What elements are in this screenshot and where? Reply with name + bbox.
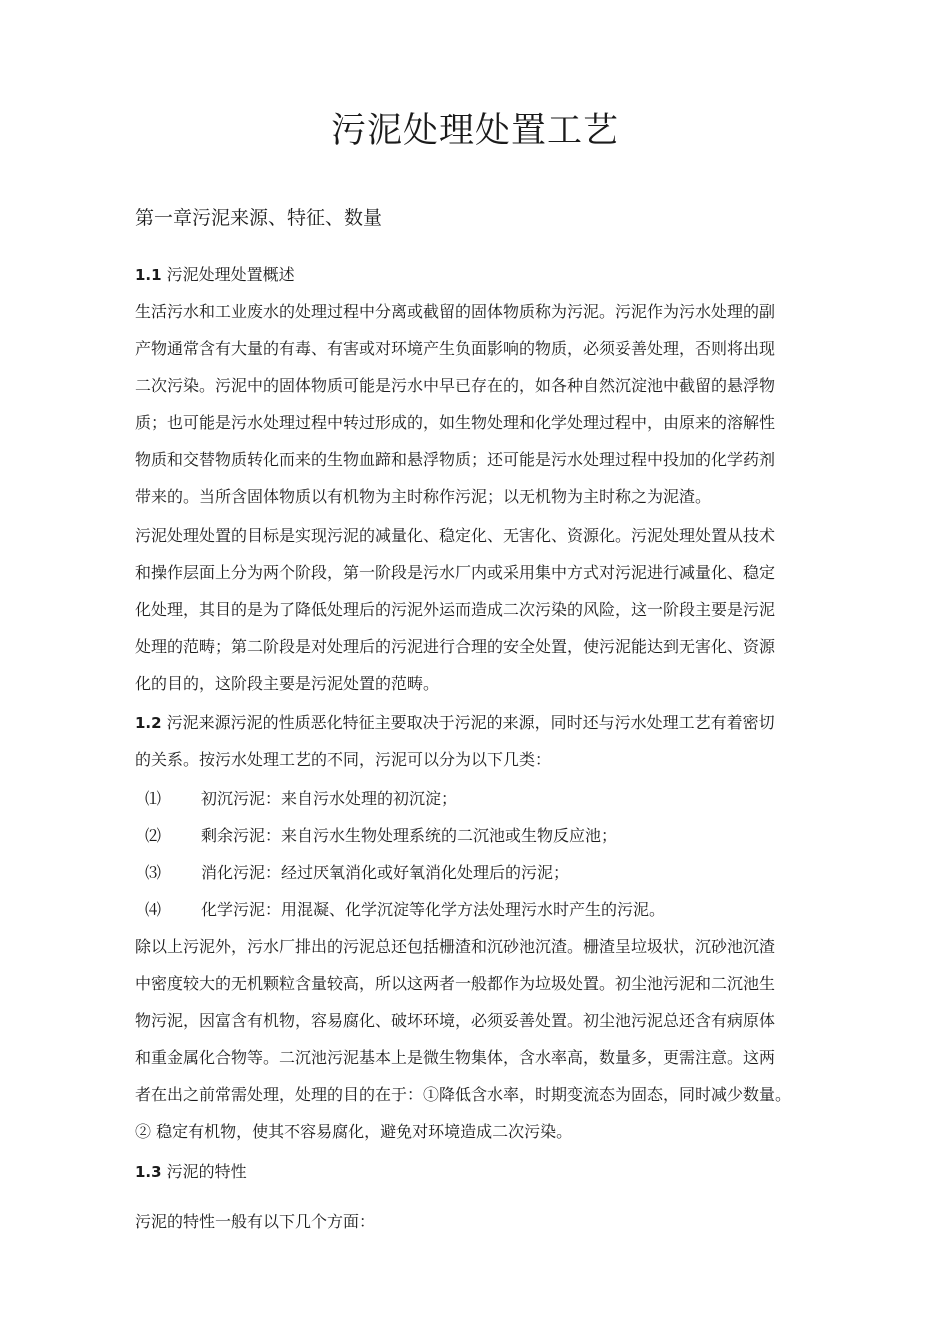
section-title: 污泥处理处置概述 <box>166 265 295 284</box>
text-line: 化处理，其目的是为了降低处理后的污泥外运而造成二次污染的风险，这一阶段主要是污泥 <box>135 600 776 619</box>
paragraph-characteristics <box>135 1203 825 1240</box>
text-line: 质；也可能是污水处理过程中转过形成的，如生物处理和化学处理过程中，由原来的溶解性 <box>135 413 776 432</box>
list-marker: ⑷ <box>145 900 162 919</box>
text-line: 化的目的，这阶段主要是污泥处置的范畴。 <box>135 674 440 693</box>
text-line: 和重金属化合物等。二沉池污泥基本上是微生物集体，含水率高，数量多，更需注意。这两 <box>135 1048 776 1067</box>
section-number: 1.2 <box>135 714 162 732</box>
section-number: 1.1 <box>135 266 162 284</box>
text-line: ② 稳定有机物，使其不容易腐化，避免对环境造成二次污染。 <box>135 1122 573 1141</box>
section-1-1-heading <box>135 256 825 293</box>
list-marker: ⑴ <box>145 789 162 808</box>
text-line: 者在出之前常需处理，处理的目的在于：①降低含水率，时期变流态为固态，同时减少数量。 <box>135 1085 792 1104</box>
text-line: 生活污水和工业废水的处理过程中分离或截留的固体物质称为污泥。污泥作为污水处理的副 <box>135 302 776 321</box>
text-line: 物质和交替物质转化而来的生物血蹄和悬浮物质；还可能是污水处理过程中投加的化学药剂 <box>135 450 776 469</box>
text-line: 处理的范畴；第二阶段是对处理后的污泥进行合理的安全处置，使污泥能达到无害化、资源 <box>135 637 776 656</box>
section-1-2 <box>135 704 825 778</box>
list-text: 化学污泥：用混凝、化学沉淀等化学方法处理污水时产生的污泥。 <box>201 900 666 919</box>
list-item <box>145 817 617 854</box>
chapter-heading: 第一章污泥来源、特征、数量 <box>135 207 383 229</box>
section-1-3-heading <box>135 1153 825 1190</box>
text-line: 物污泥，因富含有机物，容易腐化、破坏环境，必须妥善处置。初尘池污泥总还含有病原体 <box>135 1011 776 1030</box>
text-line: 除以上污泥外，污水厂排出的污泥总还包括栅渣和沉砂池沉渣。栅渣呈垃圾状，沉砂池沉渣 <box>135 937 776 956</box>
text-line: 和操作层面上分为两个阶段，第一阶段是污水厂内或采用集中方式对污泥进行减量化、稳定 <box>135 563 776 582</box>
list-text: 初沉污泥：来自污水处理的初沉淀； <box>201 789 458 808</box>
paragraph-other-sludge <box>135 928 835 1150</box>
list-marker: ⑵ <box>145 826 162 845</box>
document-title: 污泥处理处置工艺 <box>330 111 619 151</box>
text-line: 带来的。当所含固体物质以有机物为主时称作污泥；以无机物为主时称之为泥渣。 <box>135 487 712 506</box>
paragraph-overview <box>135 293 825 515</box>
text-line: 中密度较大的无机颗粒含量较高，所以这两者一般都作为垃圾处置。初尘池污泥和二沉池生 <box>135 974 776 993</box>
list-text: 剩余污泥：来自污水生物处理系统的二沉池或生物反应池； <box>201 826 618 845</box>
text-line: 污泥的特性一般有以下几个方面： <box>135 1212 376 1231</box>
section-title: 污泥的特性 <box>166 1162 247 1181</box>
list-text: 消化污泥：经过厌氧消化或好氧消化处理后的污泥； <box>201 863 570 882</box>
text-line: 产物通常含有大量的有毒、有害或对环境产生负面影响的物质，必须妥善处理，否则将出现 <box>135 339 776 358</box>
list-item <box>145 780 457 817</box>
section-number: 1.3 <box>135 1163 162 1181</box>
list-item <box>145 891 665 928</box>
list-item <box>145 854 569 891</box>
list-marker: ⑶ <box>145 863 162 882</box>
section-title: 污泥来源污泥的性质恶化特征主要取决于污泥的来源，同时还与污水处理工艺有着密切 <box>166 713 775 732</box>
text-line: 的关系。按污水处理工艺的不同，污泥可以分为以下几类： <box>135 750 552 769</box>
paragraph-goals <box>135 517 825 702</box>
text-line: 二次污染。污泥中的固体物质可能是污水中早已存在的，如各种自然沉淀池中截留的悬浮物 <box>135 376 776 395</box>
text-line: 污泥处理处置的目标是实现污泥的减量化、稳定化、无害化、资源化。污泥处理处置从技术 <box>135 526 776 545</box>
